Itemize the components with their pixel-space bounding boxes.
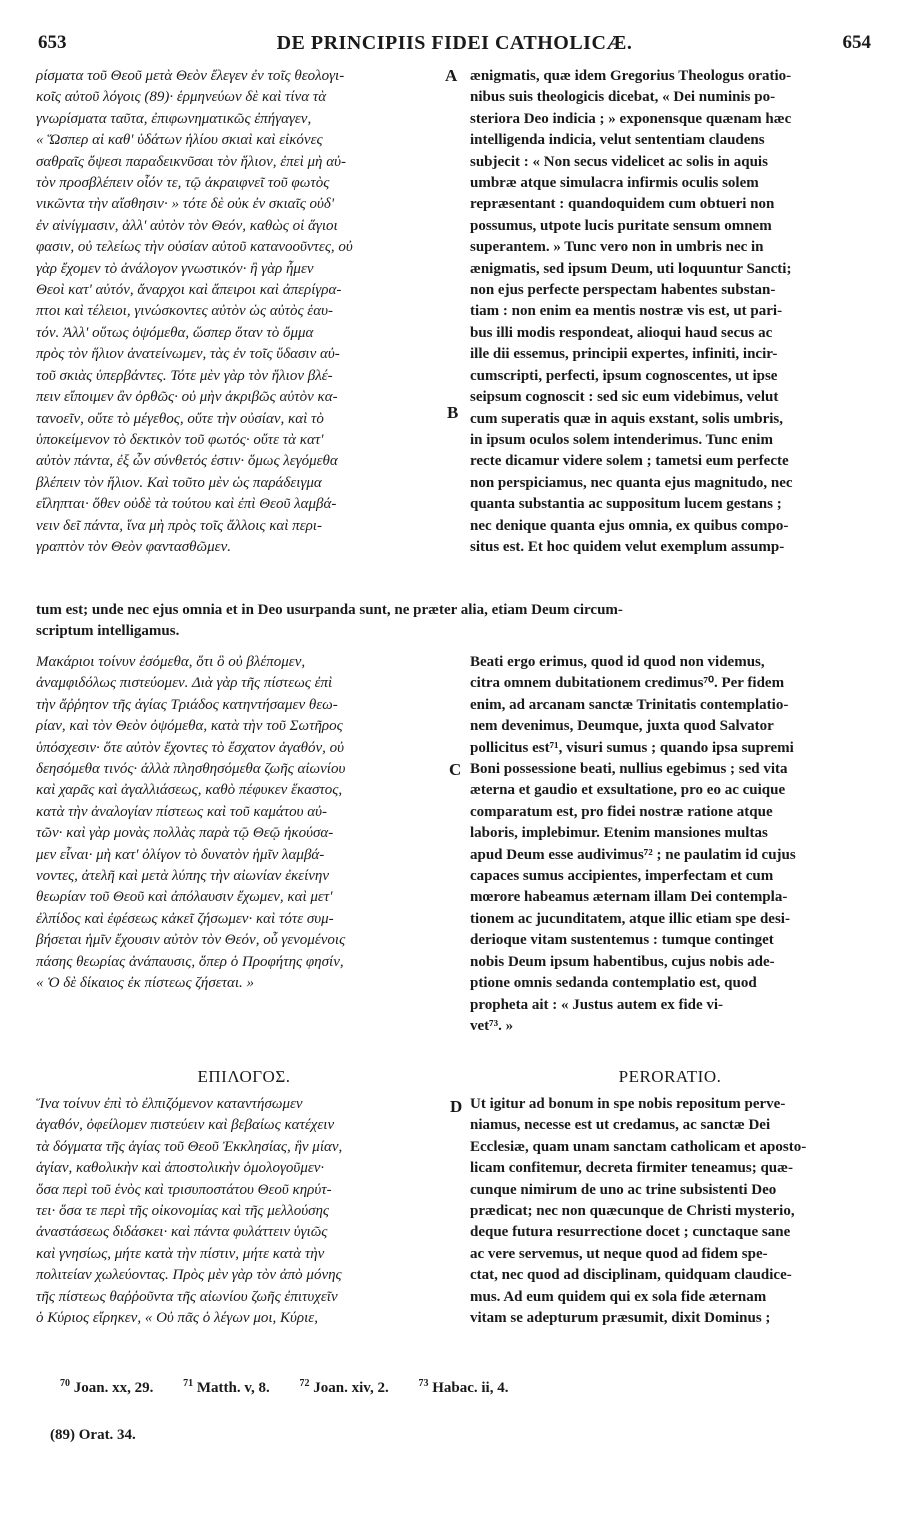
greek-column-epilogue: Ἵνα τοίνυν ἐπὶ τὸ ἐλπιζόμενον καταντήσωμεν ἀγαθόν, ὀφείλομεν πιστεύειν καὶ βεβαίως κατέχειν τὰ δόγματα τῆς ἁγίας τοῦ Θεοῦ Ἐκκλησίας, ἣν μίαν, ἁγίαν, καθολικὴν καὶ ἀποστολικὴν ὁμολογοῦμεν· ὅσα περὶ τοῦ ἑνὸς καὶ τρισυποστάτου Θεοῦ κηρύτ- τει· ὅσα τε περὶ τῆς οἰκονομίας καὶ τῆς μελλούσης ἀναστάσεως διδάσκει· καὶ πάντα φυλάττειν ὑγιῶς καὶ γνησίως, μήτε κατὰ τὴν πίστιν, μήτε κατὰ τὴν πολιτείαν χωλεύοντας. Πρὸς μὲν γὰρ τὸν ἀπὸ μόνης τῆς πίστεως θαῤῥοῦντα τῆς αἰωνίου ζωῆς ἐπιτυχεῖν ὁ Κύριος εἴρηκεν, « Οὐ πᾶς ὁ λέγων μοι, Κύριε, (36, 1096, 343, 1327)
greek-column-section-1: ρίσματα τοῦ Θεοῦ μετὰ Θεὸν ἔλεγεν ἐν τοῖς θεολογι- κοῖς αὐτοῦ λόγοις (89)· ἑρμηνεύων δὲ καὶ τίνα τὰ γνωρίσματα ταῦτα, ἐπιφωνηματικῶς ἐπήγαγεν, « Ὥσπερ αἱ καθ' ὑδάτων ἡλίου σκιαὶ καὶ εἰκόνες σαθραῖς ὄψεσι παραδεικνῦσαι τὸν ἥλιον, ἐπεὶ μὴ αὐ- τὸν προσβλέπειν οἷόν τε, τῷ ἀκραιφνεῖ τοῦ φωτὸς νικῶντα τὴν αἴσθησιν· » τότε δὲ οὐκ ἐν σκιαῖς οὐδ' ἐν αἰνίγμασιν, ἀλλ' αὐτὸν τὸν Θεόν, καθὼς οἱ ἅγιοι φασιν, οὐ τελείως τὴν οὐσίαν αὐτοῦ κατανοοῦντες, οὐ γὰρ ἔχομεν τὸ ἀνάλογον γνωστικόν· ἢ γὰρ ἦμεν Θεοὶ κατ' αὐτόν, ἄναρχοι καὶ ἄπειροι καὶ ἀπερίγρα- πτοι καὶ τέλειοι, γινώσκοντες αὐτὸν ὡς αὐτὸς ἑαυ- τόν. Ἀλλ' οὕτως ὀψόμεθα, ὥσπερ ὅταν τὸ ὄμμα πρὸς τὸν ἥλιον ἀνατείνωμεν, τὰς ἐν τοῖς ὕδασιν αὐ- τοῦ σκιὰς ὑπερβάντες. Τότε μὲν γὰρ τὸν ἥλιον βλέ- πειν εἴποιμεν ἂν ὀρθῶς· οὐ μὴν ἀκριβῶς αὐτὸν κα- τανοεῖν, οὔτε τὸ μέγεθος, οὔτε τὴν οὐσίαν, καὶ τὸ ὑποκείμενον τὸ δεκτικὸν τοῦ φωτός· οὔτε τὰ κατ' αὐτὸν πάντα, ἐξ ὧν σύνθετός ἐστιν· ὅμως λεγόμεθα βλέπειν τὸν ἥλιον. Καὶ τοῦτο μὲν ὡς παράδειγμα εἴληπται· ὅθεν οὐδὲ τὰ τούτου καὶ ἐπὶ Θεοῦ λαμβά- νειν δεῖ πάντα, ἵνα μὴ πρὸς τοῖς ἄλλοις καὶ περι- γραπτὸν τὸν Θεὸν φαντασθῶμεν. (36, 68, 353, 555)
footnote-73: $^{73}$ Habac. ii, 4. (418, 1378, 509, 1396)
margin-marker-c: C (449, 760, 462, 779)
footnote-70: $^{70}$ Joan. xx, 29. (60, 1378, 154, 1396)
running-title: DE PRINCIPIIS FIDEI CATHOLICÆ. (276, 32, 633, 54)
epilogue-heading-latin: PERORATIO. (618, 1067, 722, 1086)
full-width-continuation: tum est; unde nec ejus omnia et in Deo usurpanda sunt, ne præter alia, etiam Deum circum- scriptum intelligamus. (36, 602, 623, 640)
margin-marker-b: B (447, 403, 459, 422)
latin-column-section-2: Beati ergo erimus, quod id quod non videmus, citra omnem dubitationem credimus⁷⁰. Per fidem enim, ad arcanam sanctæ Trinitatis contemplatio- nem devenimus, Deumque, juxta quod Salvator pollicitus est⁷¹, visuri sumus ; quando ipsa supremi Boni possessione beati, nullius egebimus ; sed vita æterna et gaudio et exsultatione, pro eo ac cuique comparatum est, pro fidei nostræ ratione atque laboris, implebimur. Etenim mansiones multas apud Deum esse audivimus⁷² ; ne paulatim id cujus capaces sumus accipientes, imperfectam et cum mœrore habeamus æternam illam Dei contempla- tionem ac jucunditatem, atque illic etiam spe desi- derioque vitam sustentemus : tumque continget nobis Deum ipsum habentibus, cujus nobis ade- ptione omnis sedanda contemplatio est, quod propheta ait : « Justus autem ex fide vi- vet⁷³. » (470, 654, 796, 1034)
running-header (36, 30, 873, 60)
margin-marker-d: D (450, 1097, 463, 1116)
footnote-71: $^{71}$ Matth. v, 8. (183, 1378, 270, 1396)
page-number-right: 654 (842, 32, 871, 53)
margin-marker-a: A (445, 66, 458, 85)
footnotes (60, 1378, 880, 1397)
epilogue-heading-greek: ΕΠΙΛΟΓΟΣ. (197, 1067, 291, 1086)
latin-column-epilogue: Ut igitur ad bonum in spe nobis repositum perve- niamus, necesse est ut credamus, ac sanctæ Dei Ecclesiæ, quam unam sanctam catholicam et aposto- licam confitemur, decreta firmiter teneamus; quæ- cunque nimirum de uno ac trine subsistenti Deo prædicat; nec non quæcunque de Christi mysterio, deque futura resurrectione docet ; cunctaque sane ac vere servemus, ut neque quod ad fidem spe- ctat, nec quod ad disciplinam, quidquam claudice- mus. Ad eum quidem qui ex sola fide æternam vitam se adepturum præsumit, dixit Dominus ; (470, 1096, 807, 1327)
greek-column-section-2: Μακάριοι τοίνυν ἐσόμεθα, ὅτι ὃ οὐ βλέπομεν, ἀναμφιδόλως πιστεύομεν. Διὰ γὰρ τῆς πίστεως ἐπὶ τὴν ἄῤῥητον τῆς ἁγίας Τριάδος κατηντήσαμεν θεω- ρίαν, καὶ τὸν Θεὸν ὀψόμεθα, κατὰ τὴν τοῦ Σωτῆρος ὑπόσχεσιν· ὅτε αὐτὸν ἔχοντες τὸ ἔσχατον ἀγαθόν, οὐ δεησόμεθα τινός· ἀλλὰ πλησθησόμεθα ζωῆς αἰωνίου καὶ χαρᾶς καὶ ἀγαλλιάσεως, καθὸ πέφυκεν ἕκαστος, κατὰ τὴν ἀναλογίαν πίστεως καὶ τοῦ καμάτου αὐ- τῶν· καὶ γὰρ μονὰς πολλὰς παρὰ τῷ Θεῷ ἠκούσα- μεν εἶναι· μὴ κατ' ὀλίγον τὸ δυνατὸν ἡμῖν λαμβά- νοντες, ἀτελῆ καὶ μετὰ λύπης τὴν αἰωνίαν ἐκείνην θεωρίαν τοῦ Θεοῦ καὶ ἀπόλαυσιν ἔχωμεν, καὶ μετ' ἐλπίδος καὶ ἐφέσεως κἀκεῖ ζήσωμεν· καὶ τότε συμ- βήσεται ἡμῖν ἔχουσιν αὐτὸν τὸν Θεόν, οὗ γενομένοις πάσης θεωρίας ἀνάπαυσις, ὅπερ ὁ Προφήτης φησίν, « Ὁ δὲ δίκαιος ἐκ πίστεως ζήσεται. » (36, 654, 346, 992)
footnote-72: $^{72}$ Joan. xiv, 2. (299, 1378, 389, 1396)
author-footnote: (89) Orat. 34. (50, 1427, 136, 1443)
latin-column-section-1: ænigmatis, quæ idem Gregorius Theologus oratio- nibus suis theologicis dicebat, « Dei numinis po- steriora Deo indicia ; » exponensque quænam hæc intelligenda indicia, velut sententiam claudens subjecit : « Non secus videlicet ac solis in aquis umbræ atque simulacra infirmis oculis solem repræsentant : quandoquidem cum obtueri non possumus, utpote lucis puritate sensum omnem superantem. » Tunc vero non in umbris nec in ænigmatis, sed ipsum Deum, uti loquuntur Sancti; non ejus perfecte perspectam habentes substan- tiam : non enim ea mentis nostræ vis est, ut pari- bus illi modis respondeat, alioqui haud secus ac ille dii essemus, principii expertes, infiniti, incir- cumscripti, perfecti, ipsum cognoscentes, ut ipse seipsum cognoscit : sed sic eum videbimus, velut cum superatis quæ in aquis exstant, solis umbris, in ipsum oculos solem intenderimus. Tunc enim recte dicamur videre solem ; tametsi eum perfecte non perspiciamus, nec quanta ejus magnitudo, nec quanta substantia ac suppositum lucem gestans ; nec denique quanta ejus omnia, ex quibus compo- situs est. Et hoc quidem velut exemplum assump- (470, 68, 793, 555)
page-number-left: 653 (38, 32, 67, 53)
